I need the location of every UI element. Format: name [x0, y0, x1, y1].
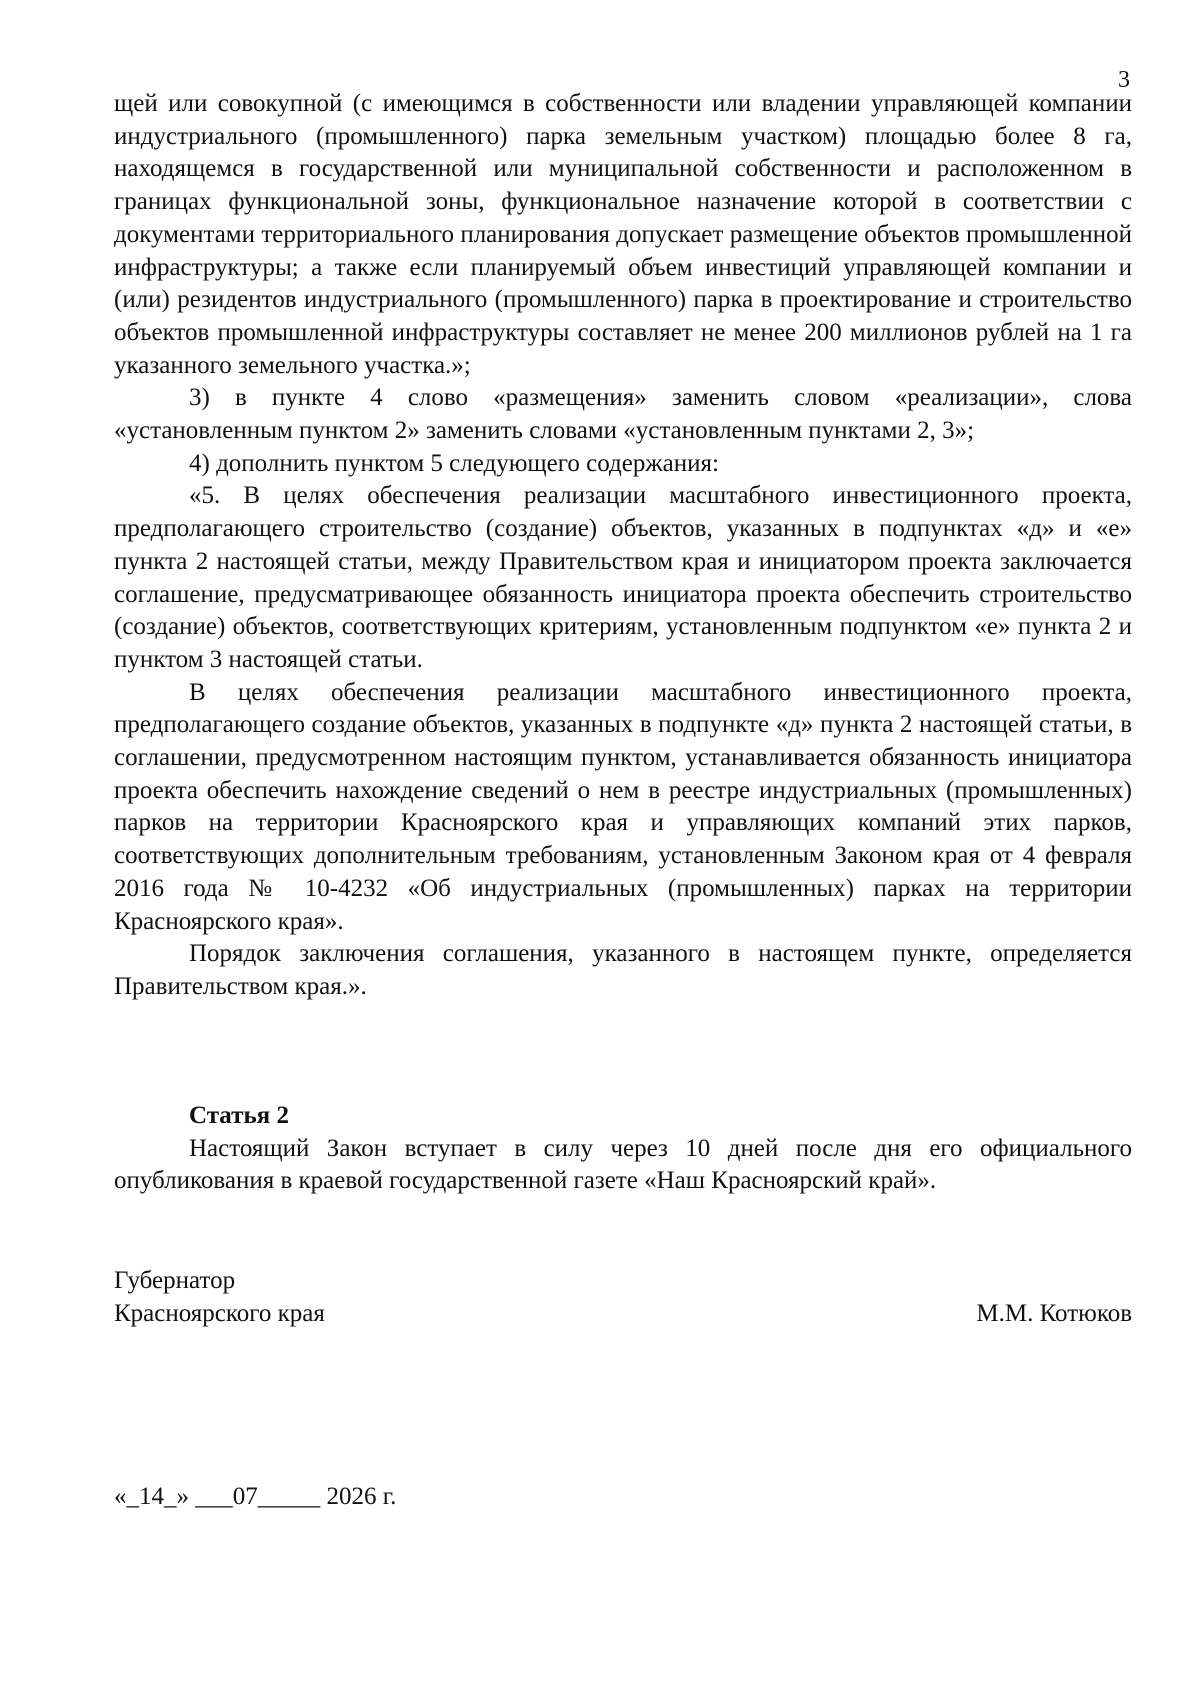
- page-number: 3: [1118, 67, 1130, 93]
- signature-name: М.М. Котюков: [976, 1299, 1132, 1327]
- signature-title-line2: Красноярского края: [114, 1299, 325, 1327]
- article-heading: Статья 2: [189, 1102, 289, 1129]
- signature-block: [114, 1265, 1132, 1330]
- paragraph-point-5: «5. В целях обеспечения реализации масштабного инвестиционного проекта, предполагающего строительство (создание) объектов, указанных в подпунктах «д» и «е» пункта 2 настоящей статьи, между Правительством края и инициатором проекта заключается соглашение, предусматривающее обязанность инициатора проекта обеспечить строительство (создание) объектов, соответствующих критериям, установленным подпунктом «е» пункта 2 и пунктом 3 настоящей статьи.: [114, 482, 1132, 673]
- paragraph-continuation: щей или совокупной (с имеющимся в собственности или владении управляющей компании индустриального (промышленного) парка земельным участком) площадью более 8 га, находящемся в государственной или муниципальной собственности и расположенном в границах функциональной зоны, функциональное назначение которой в соответствии с документами территориального планирования допускает размещение объектов промышленной инфраструктуры; а также если планируемый объем инвестиций управляющей компании и (или) резидентов индустриального (промышленного) парка в проектирование и строительство объектов промышленной инфраструктуры составляет не менее 200 миллионов рублей на 1 га указанного земельного участка.»;: [114, 90, 1132, 379]
- signing-date: «_14_» ___07_____ 2026 г.: [114, 1483, 397, 1510]
- article-text: Настоящий Закон вступает в силу через 10 дней после дня его официального опубликования в краевой государственной газете «Наш Красноярский край».: [114, 1134, 1132, 1195]
- paragraph-point-5-second: В целях обеспечения реализации масштабного инвестиционного проекта, предполагающего создание объектов, указанных в подпункте «д» пункта 2 настоящей статьи, в соглашении, предусмотренном настоящим пунктом, устанавливается обязанность инициатора проекта обеспечить нахождение сведений о нем в реестре индустриальных (промышленных) парков на территории Красноярского края и управляющих компаний этих парков, соответствующих дополнительным требованиям, установленным Законом края от 4 февраля 2016 года № 10-4232 «Об индустриальных (промышленных) парках на территории Красноярского края».: [114, 678, 1132, 935]
- signature-row: [114, 1298, 1132, 1331]
- signature-title-line1: Губернатор: [114, 1267, 236, 1294]
- document-body: [114, 88, 1132, 1004]
- article-2: [114, 1100, 1132, 1198]
- paragraph-point-5-procedure: Порядок заключения соглашения, указанного в настоящем пункте, определяется Правительством края.».: [114, 940, 1132, 1000]
- paragraph-item-4: 4) дополнить пунктом 5 следующего содержания:: [189, 449, 719, 477]
- paragraph-item-3: 3) в пункте 4 слово «размещения» заменить словом «реализации», слова «установленным пунктом 2» заменить словами «установленным пунктами 2, 3»;: [114, 384, 1132, 445]
